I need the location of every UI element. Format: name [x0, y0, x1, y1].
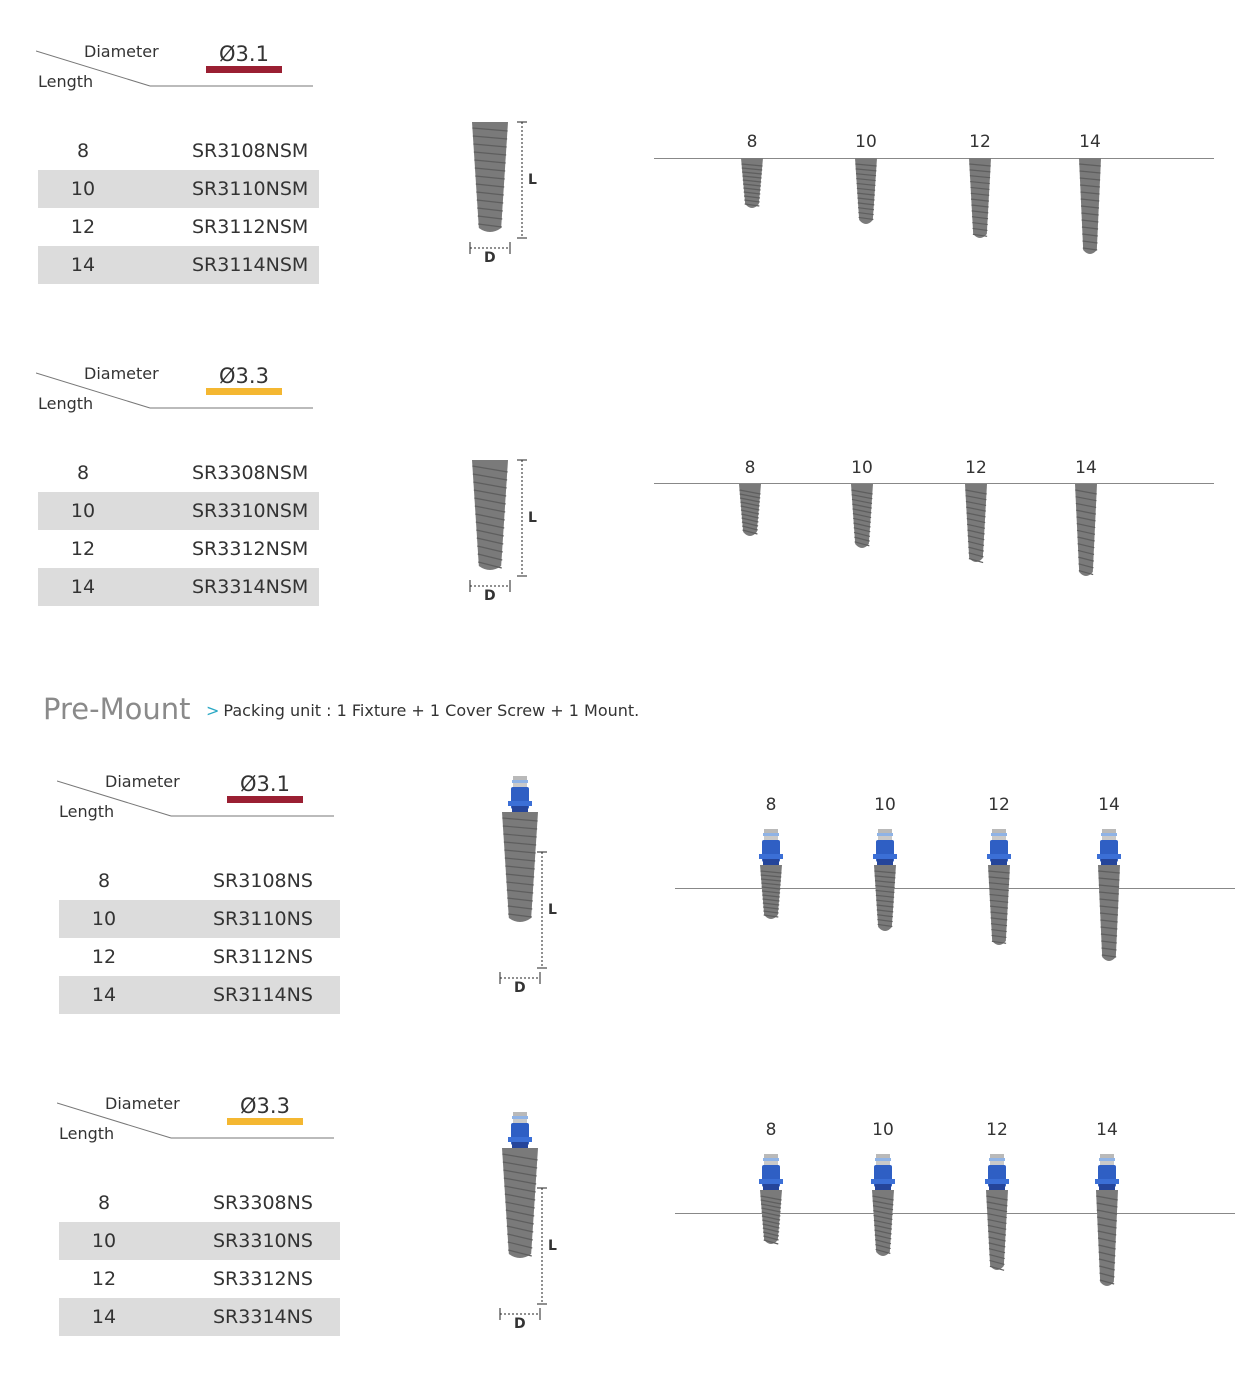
length-cell: 10	[59, 1222, 149, 1260]
product-code-cell: SR3114NSM	[128, 246, 319, 284]
lineup-item-10	[863, 1120, 903, 1270]
length-cell: 14	[38, 568, 128, 606]
product-code-cell: SR3308NSM	[192, 462, 309, 484]
lineup-length-label: 14	[1096, 1120, 1118, 1140]
length-dimension-label: L	[528, 172, 537, 188]
table-row	[59, 938, 340, 976]
lineup-item-12	[956, 458, 996, 576]
lineup-length-label: 10	[851, 458, 873, 478]
lineup-implant-graphic	[842, 482, 882, 562]
product-code-table	[38, 132, 319, 284]
diameter-color-bar	[227, 796, 303, 803]
diameter-value: Ø3.3	[240, 1094, 290, 1118]
diameter-value: Ø3.1	[240, 772, 290, 796]
diameter-color-bar	[206, 66, 282, 73]
lineup-implant-graphic	[732, 156, 772, 222]
product-code-cell: SR3110NS	[149, 900, 340, 938]
product-code-cell: SR3314NS	[149, 1298, 340, 1336]
table-row	[38, 530, 319, 568]
table-row	[38, 208, 319, 246]
length-cell: 12	[70, 216, 96, 238]
premount-packing-note	[206, 701, 639, 720]
diameter-color-bar	[227, 1118, 303, 1125]
length-cell: 14	[59, 1298, 149, 1336]
diameter-value: Ø3.3	[219, 364, 269, 388]
product-code-cell: SR3312NSM	[192, 538, 309, 560]
lineup-implant-graphic	[751, 1152, 791, 1258]
lineup-implant-graphic	[1089, 827, 1129, 975]
length-cell: 12	[91, 946, 117, 968]
lineup-implant-graphic	[730, 482, 770, 550]
diameter-dimension-label: D	[514, 1316, 526, 1332]
lineup-length-label: 8	[765, 795, 777, 815]
lineup-length-label: 12	[986, 1120, 1008, 1140]
diameter-length-header	[36, 42, 326, 102]
lineup-length-label: 12	[965, 458, 987, 478]
diameter-dimension-label: D	[484, 250, 496, 266]
lineup-length-label: 14	[1098, 795, 1120, 815]
diameter-label: Diameter	[105, 772, 180, 791]
implant-diagram-graphic	[440, 454, 560, 614]
length-label: Length	[38, 72, 94, 91]
lineup-length-label: 10	[855, 132, 877, 152]
chevron-right-icon: >	[206, 701, 220, 720]
diameter-length-header	[57, 772, 347, 832]
lineup-item-8	[730, 458, 770, 550]
table-row	[59, 1260, 340, 1298]
lineup-implant-graphic	[863, 1152, 903, 1270]
lineup-length-label: 14	[1079, 132, 1101, 152]
lineup-item-12	[979, 795, 1019, 959]
product-code-cell: SR3312NS	[213, 1268, 313, 1290]
implant-dimension-diagram	[440, 116, 560, 280]
table-row	[59, 1222, 340, 1260]
table-row	[38, 492, 319, 530]
length-cell: 10	[38, 170, 128, 208]
product-code-cell: SR3108NS	[213, 870, 313, 892]
lineup-item-8	[732, 132, 772, 222]
lineup-implant-graphic	[1087, 1152, 1127, 1300]
table-row	[59, 1298, 340, 1336]
product-code-cell: SR3108NSM	[192, 140, 309, 162]
length-dimension-label: L	[528, 510, 537, 526]
table-row	[38, 170, 319, 208]
lineup-length-label: 8	[744, 458, 756, 478]
lineup-item-10	[865, 795, 905, 945]
lineup-item-10	[842, 458, 882, 562]
length-cell: 14	[59, 976, 149, 1014]
length-cell: 10	[38, 492, 128, 530]
lineup-item-14	[1087, 1120, 1127, 1300]
lineup-length-label: 12	[969, 132, 991, 152]
product-code-cell: SR3110NSM	[128, 170, 319, 208]
lineup-length-label: 10	[872, 1120, 894, 1140]
length-cell: 8	[97, 870, 111, 892]
product-code-cell: SR3308NS	[213, 1192, 313, 1214]
length-cell: 14	[38, 246, 128, 284]
packing-note-text: Packing unit : 1 Fixture + 1 Cover Screw + 1 Mount.	[223, 701, 640, 720]
lineup-implant-graphic	[1066, 482, 1106, 590]
product-code-cell: SR3114NS	[149, 976, 340, 1014]
lineup-implant-graphic	[979, 827, 1019, 959]
implant-dimension-diagram	[440, 454, 560, 618]
length-cell: 8	[97, 1192, 111, 1214]
length-label: Length	[59, 1124, 115, 1143]
table-row	[38, 132, 319, 170]
length-cell: 10	[59, 900, 149, 938]
diameter-value: Ø3.1	[219, 42, 269, 66]
product-code-cell: SR3112NS	[213, 946, 313, 968]
diameter-label: Diameter	[84, 364, 159, 383]
implant-dimension-diagram	[470, 774, 590, 1018]
length-label: Length	[59, 802, 115, 821]
lineup-length-label: 8	[765, 1120, 777, 1140]
lineup-item-12	[960, 132, 1000, 252]
lineup-implant-graphic	[977, 1152, 1017, 1284]
lineup-implant-graphic	[1070, 156, 1110, 268]
lineup-item-8	[751, 1120, 791, 1258]
diameter-label: Diameter	[84, 42, 159, 61]
product-code-table	[59, 862, 340, 1014]
lineup-length-label: 8	[746, 132, 758, 152]
implant-dimension-diagram	[470, 1110, 590, 1354]
lineup-implant-graphic	[956, 482, 996, 576]
diameter-label: Diameter	[105, 1094, 180, 1113]
diameter-color-bar	[206, 388, 282, 395]
lineup-item-8	[751, 795, 791, 933]
length-label: Length	[38, 394, 94, 413]
implant-diagram-graphic	[440, 116, 560, 276]
table-row	[59, 900, 340, 938]
diameter-dimension-label: D	[484, 588, 496, 604]
product-code-table	[38, 454, 319, 606]
lineup-item-10	[846, 132, 886, 238]
lineup-length-label: 10	[874, 795, 896, 815]
lineup-item-12	[977, 1120, 1017, 1284]
lineup-implant-graphic	[960, 156, 1000, 252]
lineup-implant-graphic	[751, 827, 791, 933]
lineup-implant-graphic	[846, 156, 886, 238]
length-cell: 12	[70, 538, 96, 560]
lineup-item-14	[1070, 132, 1110, 268]
product-code-cell: SR3310NS	[149, 1222, 340, 1260]
product-code-cell: SR3112NSM	[192, 216, 309, 238]
lineup-length-label: 12	[988, 795, 1010, 815]
table-row	[59, 1184, 340, 1222]
lineup-implant-graphic	[865, 827, 905, 945]
product-code-cell: SR3314NSM	[128, 568, 319, 606]
diameter-length-header	[36, 364, 326, 424]
length-dimension-label: L	[548, 1238, 557, 1254]
product-code-cell: SR3310NSM	[128, 492, 319, 530]
diameter-length-header	[57, 1094, 347, 1154]
diameter-dimension-label: D	[514, 980, 526, 996]
length-dimension-label: L	[548, 902, 557, 918]
length-cell: 8	[76, 140, 90, 162]
table-row	[38, 246, 319, 284]
table-row	[59, 976, 340, 1014]
table-row	[38, 454, 319, 492]
implant-diagram-graphic	[470, 774, 590, 1014]
implant-diagram-graphic	[470, 1110, 590, 1350]
length-cell: 8	[76, 462, 90, 484]
length-cell: 12	[91, 1268, 117, 1290]
lineup-length-label: 14	[1075, 458, 1097, 478]
lineup-item-14	[1066, 458, 1106, 590]
lineup-item-14	[1089, 795, 1129, 975]
table-row	[38, 568, 319, 606]
premount-title: Pre-Mount	[43, 692, 191, 726]
table-row	[59, 862, 340, 900]
product-code-table	[59, 1184, 340, 1336]
